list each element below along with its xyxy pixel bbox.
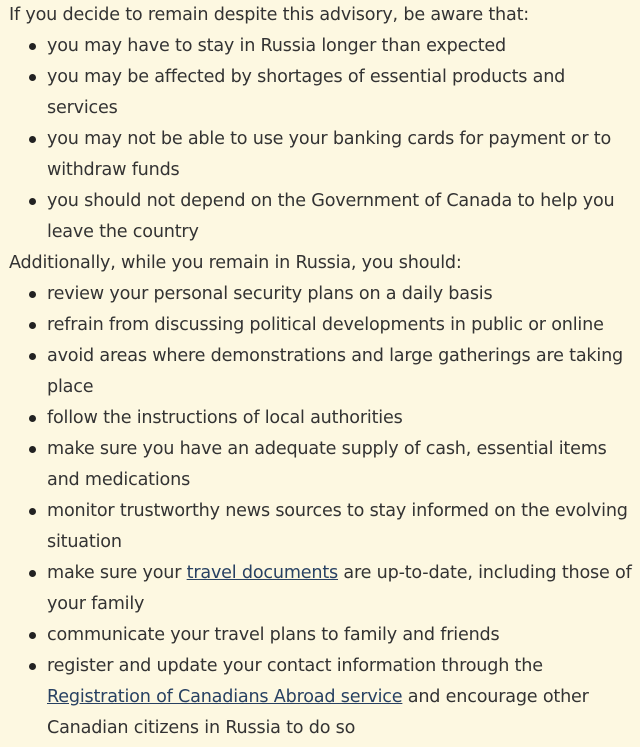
- travel-docs-text-after: are up-to-date, including those of your family: [47, 563, 632, 614]
- list-item: make sure you have an adequate supply of cash, essential items and medications: [9, 434, 637, 496]
- registration-of-canadians-abroad-link[interactable]: Registration of Canadians Abroad service: [47, 687, 403, 707]
- intro-remain: If you decide to remain despite this advisory, be aware that:: [9, 5, 530, 25]
- list-item: you should not depend on the Government of Canada to help you leave the country: [9, 186, 637, 248]
- risk-list: [9, 31, 640, 248]
- intro-additionally: Additionally, while you remain in Russia, you should:: [9, 253, 462, 273]
- recommendation-list: [9, 279, 640, 744]
- list-item: monitor trustworthy news sources to stay informed on the evolving situation: [9, 496, 637, 558]
- list-item: you may be affected by shortages of essential products and services: [9, 62, 637, 124]
- list-item: you may not be able to use your banking cards for payment or to withdraw funds: [9, 124, 637, 186]
- register-text-after: and encourage other Canadian citizens in Russia to do so: [47, 687, 589, 738]
- travel-documents-link[interactable]: travel documents: [186, 563, 339, 583]
- list-item: avoid areas where demonstrations and large gatherings are taking place: [9, 341, 637, 403]
- list-item: refrain from discussing political developments in public or online: [9, 310, 637, 341]
- register-text-before: register and update your contact information through the: [47, 656, 543, 676]
- list-item: review your personal security plans on a daily basis: [9, 279, 637, 310]
- list-item-registration: [9, 651, 637, 744]
- list-item: you may have to stay in Russia longer than expected: [9, 31, 637, 62]
- travel-docs-text-before: make sure your: [47, 563, 187, 583]
- list-item-travel-documents: [9, 558, 637, 620]
- list-item: follow the instructions of local authorities: [9, 403, 637, 434]
- list-item: communicate your travel plans to family and friends: [9, 620, 637, 651]
